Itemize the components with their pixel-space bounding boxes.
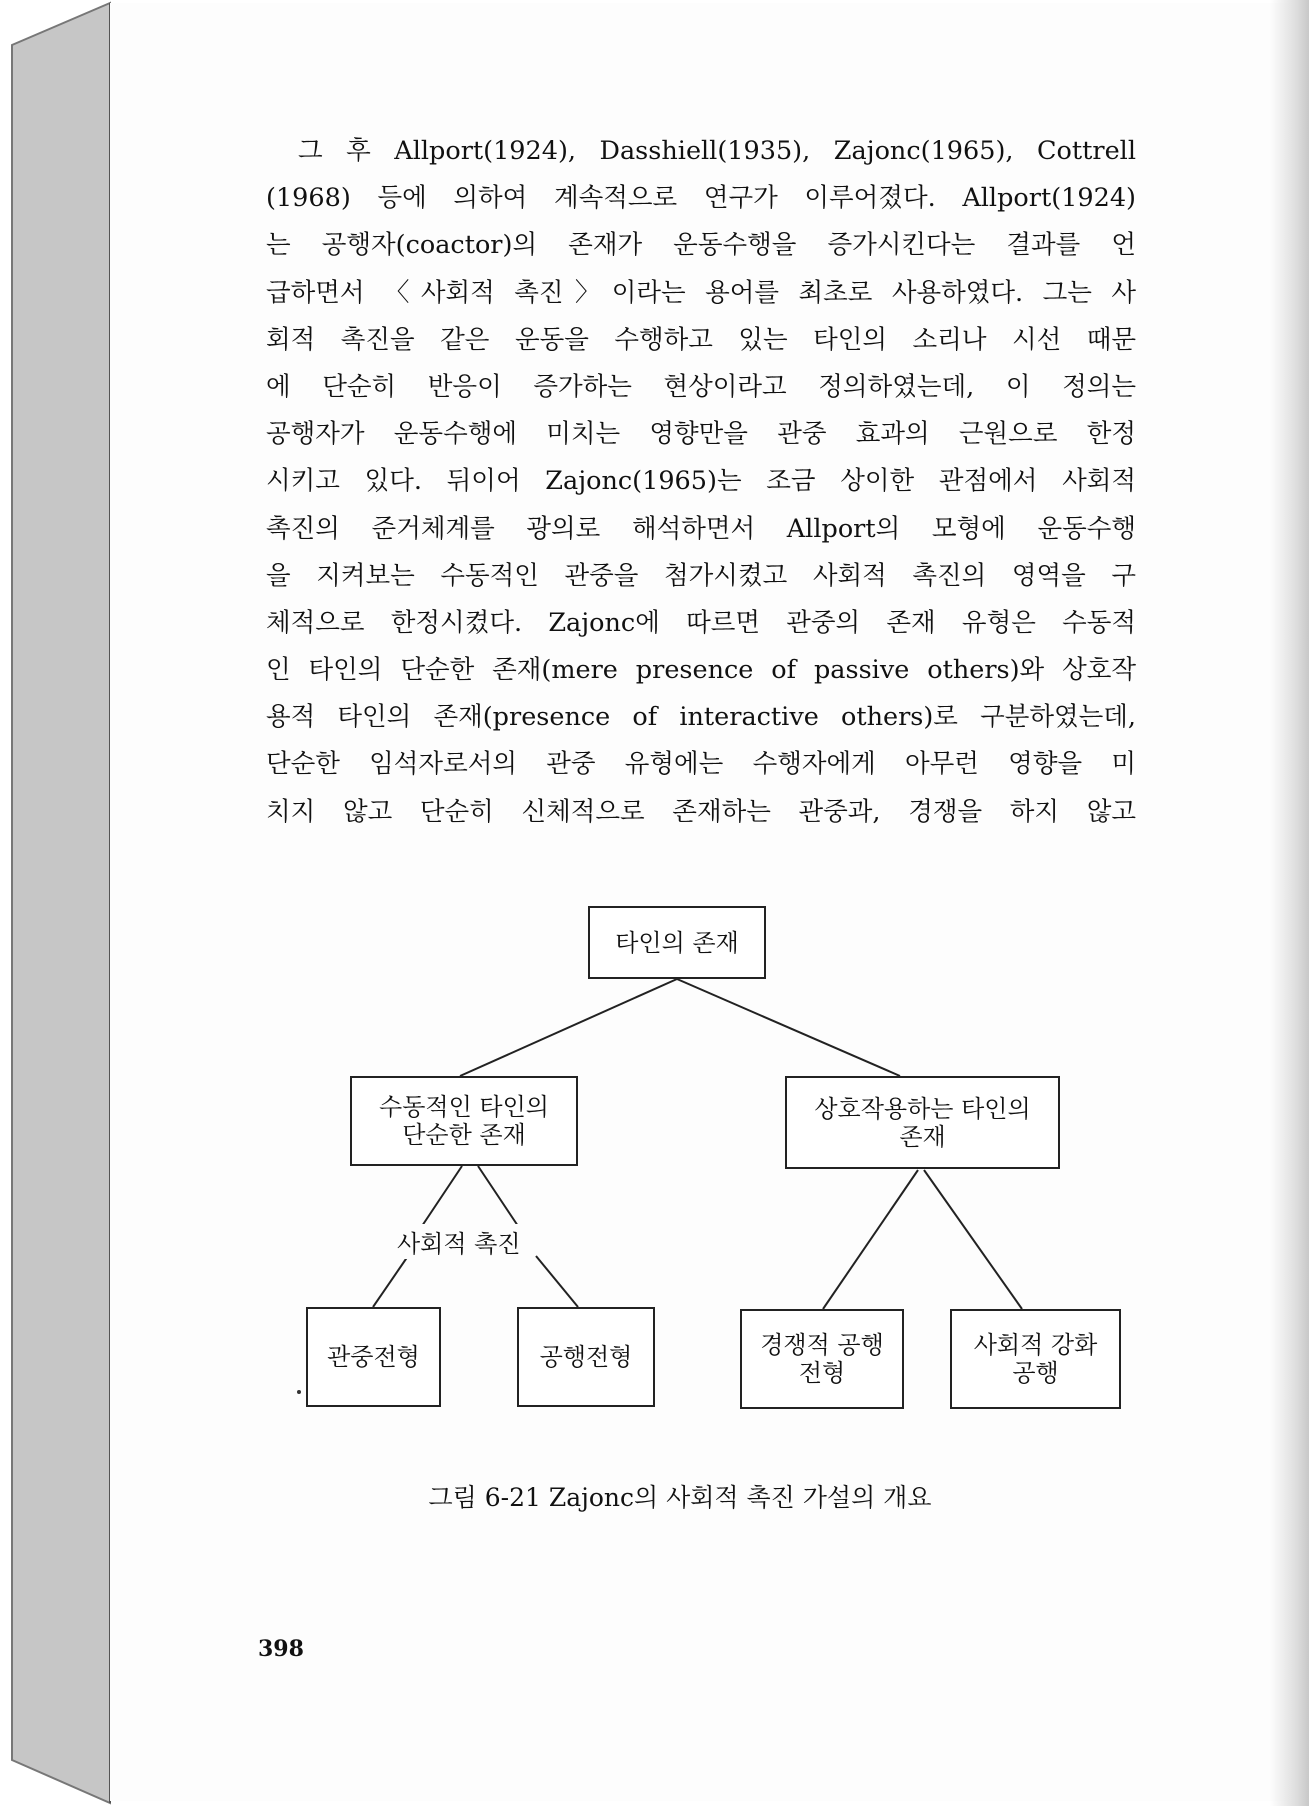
node-label: 사회적 강화 <box>973 1331 1098 1359</box>
diagram-leaf-social-reinforcement <box>950 1309 1121 1409</box>
diagram-leaf-audience <box>306 1307 441 1407</box>
node-label: 수동적인 타인의 <box>379 1093 549 1121</box>
diagram-root-node <box>588 906 766 979</box>
text-line: 치지 않고 단순히 신체적으로 존재하는 관중과, 경쟁을 하지 않고 <box>266 796 1136 827</box>
node-label: 공행 <box>1012 1359 1059 1387</box>
diagram-leaf-competitive-coaction <box>740 1309 904 1409</box>
text-line: 회적 촉진을 같은 운동을 수행하고 있는 타인의 소리나 시선 때문 <box>266 324 1136 355</box>
print-speck <box>297 1390 301 1394</box>
text-line: 체적으로 한정시켰다. Zajonc에 따르면 관중의 존재 유형은 수동적 <box>266 607 1136 638</box>
figure-caption: 그림 6-21 Zajonc의 사회적 촉진 가설의 개요 <box>428 1483 932 1512</box>
diagram-leaf-coaction <box>517 1307 655 1407</box>
node-label: 경쟁적 공행 <box>760 1331 884 1359</box>
text-line: 촉진의 준거체계를 광의로 해석하면서 Allport의 모형에 운동수행 <box>266 513 1136 544</box>
text-line: 에 단순히 반응이 증가하는 현상이라고 정의하였는데, 이 정의는 <box>266 371 1136 402</box>
diagram-passive-others-node <box>350 1076 578 1166</box>
text-line: 그 후 Allport(1924), Dasshiell(1935), Zajonc(1965), Cottrell <box>298 136 1136 166</box>
node-label: 전형 <box>798 1359 846 1387</box>
connector-leaf1 <box>373 1256 408 1307</box>
page-number: 398 <box>258 1636 304 1662</box>
connector-leaf3 <box>823 1170 918 1309</box>
node-label: 관중전형 <box>327 1343 420 1371</box>
text-line: 시키고 있다. 뒤이어 Zajonc(1965)는 조금 상이한 관점에서 사회적 <box>266 466 1136 497</box>
text-line: (1968) 등에 의하여 계속적으로 연구가 이루어졌다. Allport(1924) <box>266 183 1136 214</box>
text-line: 을 지켜보는 수동적인 관중을 첨가시켰고 사회적 촉진의 영역을 구 <box>266 560 1136 591</box>
node-label: 상호작용하는 타인의 <box>814 1094 1031 1123</box>
node-label: 공행전형 <box>539 1343 633 1371</box>
text-line: 용적 타인의 존재(presence of interactive others)로 구분하였는데, <box>266 702 1136 733</box>
connector-root-right <box>677 979 900 1076</box>
connector-root-left <box>460 979 677 1076</box>
node-label: 존재 <box>899 1122 946 1151</box>
connector-leaf4 <box>924 1170 1022 1309</box>
text-line: 는 공행자(coactor)의 존재가 운동수행을 증가시킨다는 결과를 언 <box>266 230 1136 261</box>
node-label: 단순한 존재 <box>402 1121 526 1149</box>
node-label: 타인의 존재 <box>615 928 739 957</box>
text-line: 공행자가 운동수행에 미치는 영향만을 관중 효과의 근원으로 한정 <box>266 419 1136 450</box>
text-line: 급하면서 〈사회적 촉진〉이라는 용어를 최초로 사용하였다. 그는 사 <box>266 277 1136 308</box>
diagram-interactive-others-node <box>785 1076 1060 1169</box>
text-line: 인 타인의 단순한 존재(mere presence of passive others)와 상호작 <box>266 655 1136 686</box>
connector-leaf2 <box>536 1256 578 1307</box>
connector-left-branch <box>478 1166 522 1232</box>
connector-left-branch <box>418 1166 462 1232</box>
social-facilitation-label: 사회적 촉진 <box>393 1224 525 1259</box>
text-line: 단순한 임석자로서의 관중 유형에는 수행자에게 아무런 영향을 미 <box>266 749 1136 780</box>
